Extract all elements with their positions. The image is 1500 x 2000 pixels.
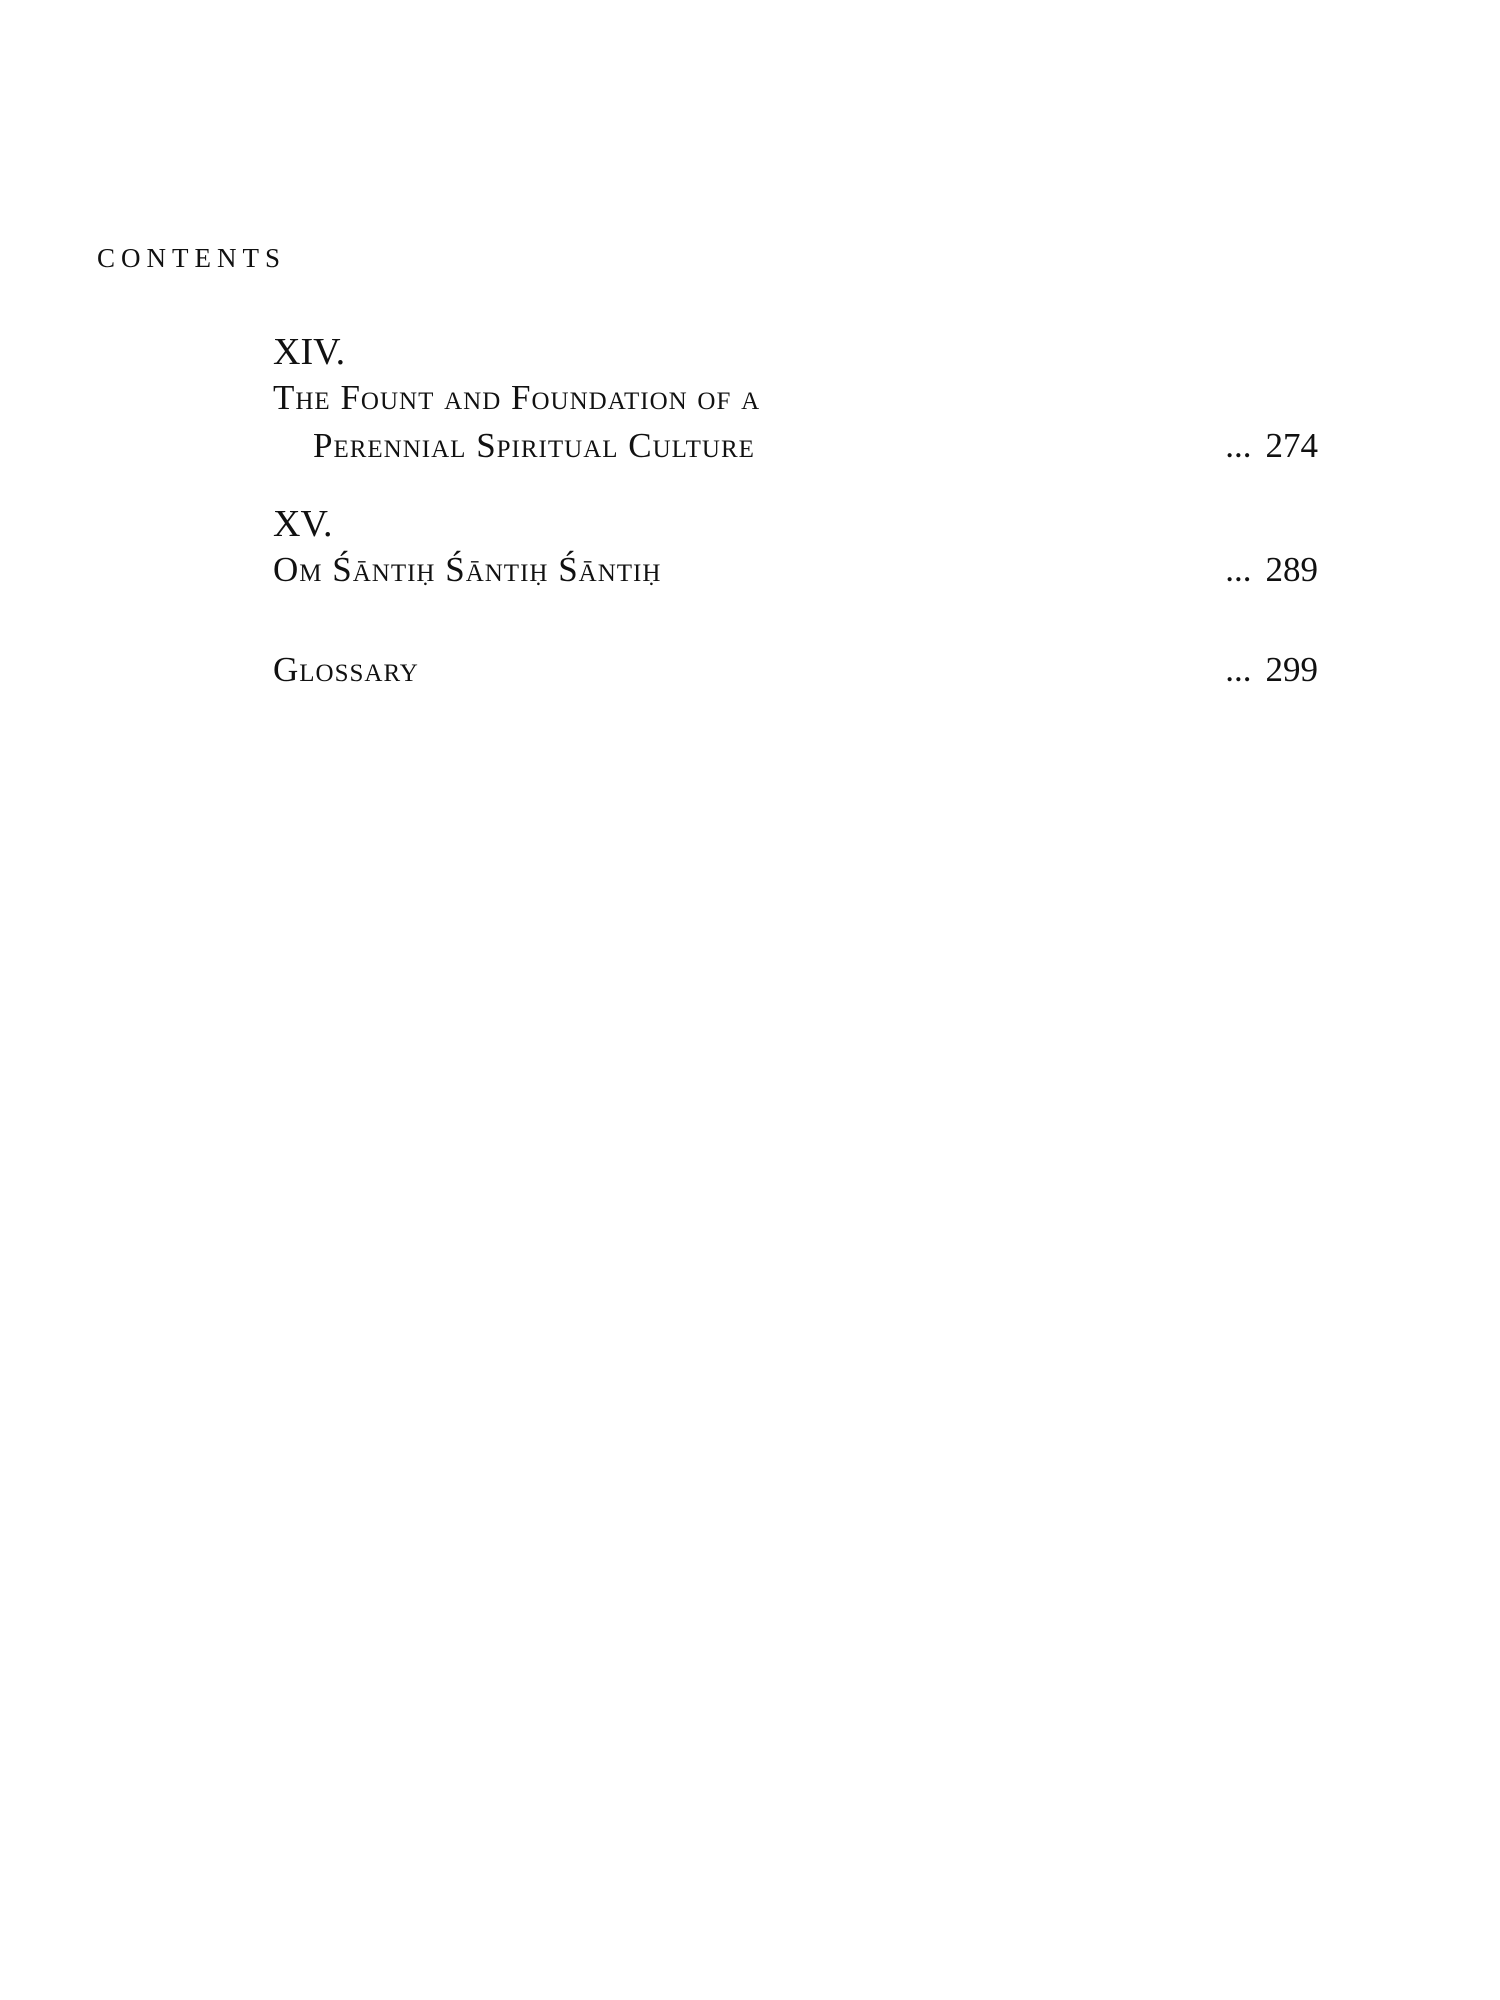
chapter-number: XV. bbox=[273, 503, 333, 545]
running-head: CONTENTS bbox=[97, 243, 286, 273]
page-reference bbox=[1225, 424, 1318, 468]
chapter-title-line: The Fount and Foundation of a bbox=[273, 378, 761, 417]
page-number: 274 bbox=[1265, 426, 1318, 465]
table-of-contents bbox=[273, 330, 1318, 694]
glossary-title-line bbox=[273, 646, 1318, 694]
dot-leader: ... bbox=[1225, 426, 1252, 465]
toc-entry-glossary bbox=[273, 646, 1318, 694]
dot-leader: ... bbox=[1225, 550, 1252, 589]
chapter-title-line-continued bbox=[273, 422, 1318, 470]
chapter-title-text: Om Śāntiḥ Śāntiḥ Śāntiḥ bbox=[273, 550, 662, 589]
page-number: 289 bbox=[1265, 550, 1318, 589]
glossary-title-text: Glossary bbox=[273, 650, 419, 689]
chapter-title-text: Perennial Spiritual Culture bbox=[313, 426, 755, 465]
page-reference bbox=[1225, 648, 1318, 692]
toc-entry-xv bbox=[273, 502, 1318, 594]
chapter-title-line bbox=[273, 546, 1318, 594]
dot-leader: ... bbox=[1225, 650, 1252, 689]
page-number: 299 bbox=[1265, 650, 1318, 689]
chapter-number: XIV. bbox=[273, 331, 346, 373]
page-reference bbox=[1225, 548, 1318, 592]
toc-entry-xiv bbox=[273, 330, 1318, 470]
